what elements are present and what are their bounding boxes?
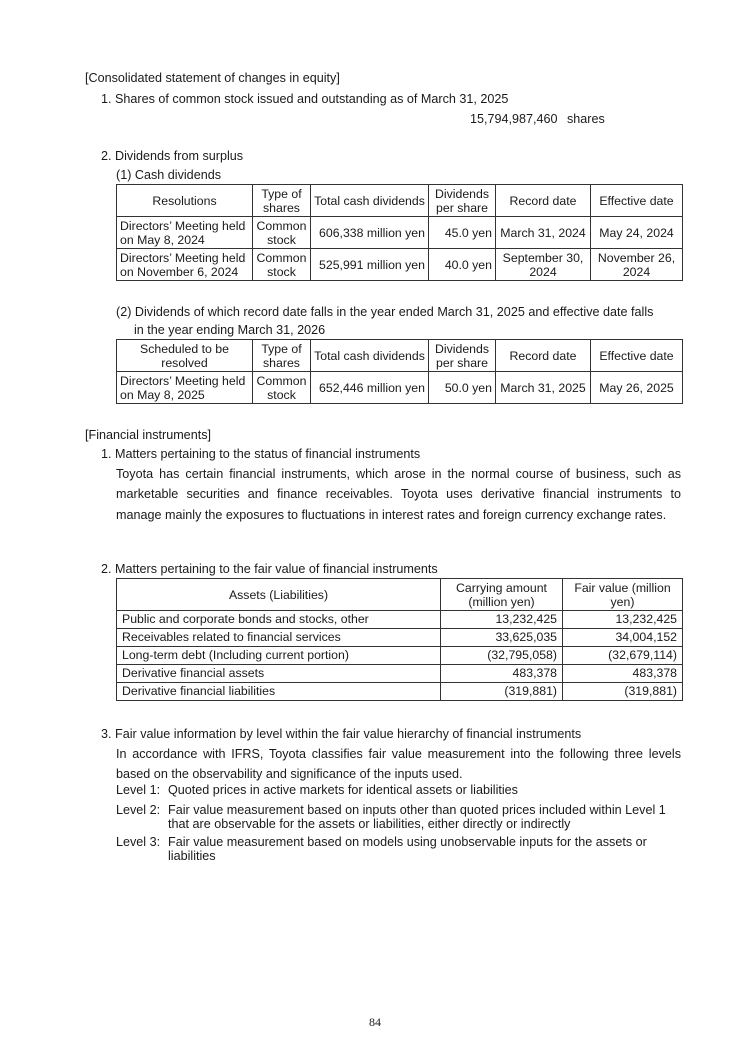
table-row: [117, 372, 683, 404]
table-cell: Directors’ Meeting held on May 8, 2024: [117, 217, 253, 249]
table-cell: Common stock: [253, 372, 311, 404]
level-description: Quoted prices in active markets for identical assets or liabilities: [168, 783, 518, 797]
table-cell: March 31, 2024: [496, 217, 591, 249]
table-cell: May 26, 2025: [591, 372, 683, 404]
header-cell: Record date: [496, 340, 591, 372]
header-cell: Total cash dividends: [311, 340, 429, 372]
table-cell: Public and corporate bonds and stocks, other: [117, 611, 441, 629]
table-row: [117, 647, 683, 665]
level-label: Level 3:: [116, 835, 161, 849]
header-cell: Scheduled to be resolved: [117, 340, 253, 372]
financial-heading: [Financial instruments]: [85, 428, 211, 442]
table-header-row: [117, 579, 683, 611]
table-row: [117, 217, 683, 249]
fair-value-hierarchy-title: 3. Fair value information by level within the fair value hierarchy of financial instruments: [101, 727, 582, 741]
scheduled-dividends-title-cont: in the year ending March 31, 2026: [134, 323, 326, 337]
table-cell: Long-term debt (Including current portion): [117, 647, 441, 665]
scheduled-dividends-title: (2) Dividends of which record date falls in the year ended March 31, 2025 and effective date falls: [116, 305, 654, 319]
header-cell: Carrying amount (million yen): [441, 579, 563, 611]
table-cell: 45.0 yen: [429, 217, 496, 249]
header-cell: Record date: [496, 185, 591, 217]
table-cell: (32,679,114): [563, 647, 683, 665]
fair-value-title: 2. Matters pertaining to the fair value of financial instruments: [101, 562, 438, 576]
shares-item-title: 1. Shares of common stock issued and outstanding as of March 31, 2025: [101, 92, 509, 106]
table-cell: May 24, 2024: [591, 217, 683, 249]
page-number: 84: [369, 1015, 381, 1029]
header-cell: Type of shares: [253, 185, 311, 217]
level-description: Fair value measurement based on models using unobservable inputs for the assets or liabilities: [168, 835, 647, 863]
table-cell: (319,881): [441, 683, 563, 701]
table-cell: Common stock: [253, 217, 311, 249]
shares-value: 15,794,987,460: [470, 112, 558, 126]
table-cell: September 30, 2024: [496, 249, 591, 281]
table-cell: November 26, 2024: [591, 249, 683, 281]
fair-value-hierarchy-paragraph: In accordance with IFRS, Toyota classifies fair value measurement into the following three levels based on the observability and significance of the inputs used.: [116, 747, 681, 782]
fair-value-table: [116, 578, 683, 701]
financial-status-paragraph: Toyota has certain financial instruments, which arose in the normal course of business, such as marketable securities and finance receivables. Toyota uses derivative financial instruments to manage mainly the exposures to fluctuations in interest rates and foreign currency exchange rates.: [116, 467, 681, 522]
table-cell: Common stock: [253, 249, 311, 281]
level-label: Level 2:: [116, 803, 161, 817]
table-row: [117, 629, 683, 647]
header-cell: Resolutions: [117, 185, 253, 217]
table-cell: (32,795,058): [441, 647, 563, 665]
table-cell: 13,232,425: [563, 611, 683, 629]
table-cell: Receivables related to financial services: [117, 629, 441, 647]
table-header-row: [117, 185, 683, 217]
table-cell: (319,881): [563, 683, 683, 701]
table-cell: March 31, 2025: [496, 372, 591, 404]
table-row: [117, 683, 683, 701]
table-cell: 13,232,425: [441, 611, 563, 629]
table-row: [117, 249, 683, 281]
table-cell: 34,004,152: [563, 629, 683, 647]
header-cell: Total cash dividends: [311, 185, 429, 217]
table-cell: 483,378: [441, 665, 563, 683]
level-description: Fair value measurement based on inputs other than quoted prices included within Level 1 that are observable for the assets or liabilities, either directly or indirectly: [168, 803, 666, 831]
table-cell: 50.0 yen: [429, 372, 496, 404]
dividends-item-title: 2. Dividends from surplus: [101, 149, 244, 163]
table-cell: 606,338 million yen: [311, 217, 429, 249]
table-row: [117, 665, 683, 683]
table-cell: 40.0 yen: [429, 249, 496, 281]
cash-dividends-table: [116, 184, 683, 281]
table-cell: 33,625,035: [441, 629, 563, 647]
table-row: [117, 611, 683, 629]
table-cell: 652,446 million yen: [311, 372, 429, 404]
cash-dividends-title: (1) Cash dividends: [116, 168, 221, 182]
header-cell: Assets (Liabilities): [117, 579, 441, 611]
header-cell: Effective date: [591, 185, 683, 217]
table-cell: 483,378: [563, 665, 683, 683]
header-cell: Type of shares: [253, 340, 311, 372]
table-cell: Directors’ Meeting held on November 6, 2024: [117, 249, 253, 281]
table-header-row: [117, 340, 683, 372]
scheduled-dividends-table: [116, 339, 683, 404]
table-cell: 525,991 million yen: [311, 249, 429, 281]
equity-heading: [Consolidated statement of changes in equity]: [85, 71, 340, 85]
table-cell: Derivative financial assets: [117, 665, 441, 683]
header-cell: Fair value (million yen): [563, 579, 683, 611]
financial-status-title: 1. Matters pertaining to the status of financial instruments: [101, 447, 421, 461]
table-cell: Derivative financial liabilities: [117, 683, 441, 701]
header-cell: Dividends per share: [429, 340, 496, 372]
level-label: Level 1:: [116, 783, 161, 797]
shares-unit: shares: [567, 112, 605, 126]
header-cell: Dividends per share: [429, 185, 496, 217]
table-cell: Directors’ Meeting held on May 8, 2025: [117, 372, 253, 404]
header-cell: Effective date: [591, 340, 683, 372]
